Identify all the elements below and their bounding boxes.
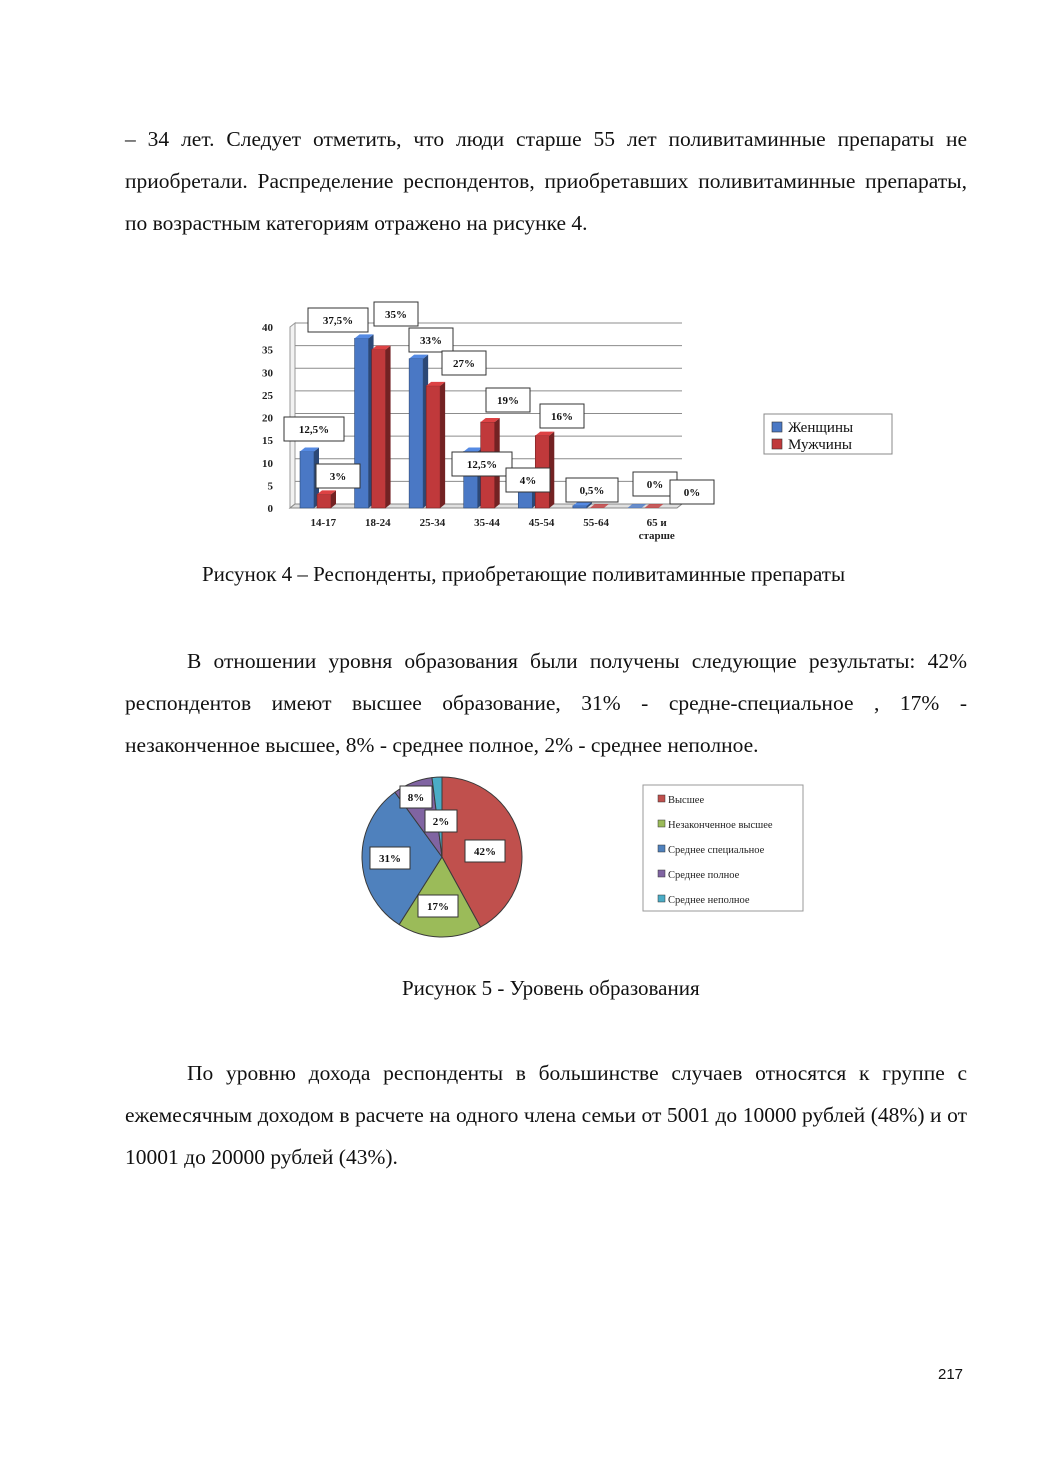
y-tick-label: 30 [262,367,273,380]
bar-women [573,506,587,508]
pie-legend-label: Высшее [668,795,705,806]
y-tick-label: 20 [262,412,273,425]
page-number: 217 [938,1366,964,1383]
bar-men [317,494,331,508]
legend-swatch [772,439,782,449]
paragraph-income: По уровню дохода респонденты в большинстве случаев относятся к группе с ежемесячным доходом в расчете на одного члена семьи от 5001 до 10000 рублей (48%) и от 10001 до 20000 рублей (43%). [125,1061,967,1169]
data-label: 4% [519,475,537,487]
bar-side [386,346,391,508]
legend-swatch [772,422,782,432]
pie-label: 8% [407,792,425,804]
x-tick-label: 25-34 [419,517,446,529]
pie-legend-swatch [658,820,665,827]
x-tick-label: 45-54 [528,517,555,529]
pie-label: 42% [474,846,496,858]
figure-5-pie-chart [350,770,820,945]
x-tick-label: старше [638,530,675,542]
figure-5-caption: Рисунок 5 - Уровень образования [402,976,700,1000]
x-tick-label: 18-24 [365,517,391,529]
x-tick-label: 55-64 [583,517,609,529]
data-label: 0,5% [579,485,605,497]
pie-label: 17% [427,901,449,913]
pie-label: 31% [379,853,401,865]
y-tick-label: 35 [262,344,273,357]
data-label: 0% [646,479,664,491]
side-wall [290,323,295,508]
pie-legend-swatch [658,870,665,877]
data-label: 12,5% [298,424,330,436]
legend-label: Женщины [788,420,854,436]
bar-women [300,451,314,508]
data-label: 37,5% [322,315,354,327]
data-label: 3% [329,471,347,483]
y-tick-label: 0 [267,503,273,515]
bar-women [518,490,532,508]
bar-men [372,350,386,508]
figure-4-caption: Рисунок 4 – Респонденты, приобретающие поливитаминные препараты [202,562,846,586]
pie-label: 2% [432,816,450,828]
data-label: 19% [497,395,519,407]
legend [764,414,892,454]
pie-legend-label: Среднее полное [668,870,740,881]
x-tick-label: 65 и [646,517,667,529]
legend-label: Мужчины [788,437,852,453]
pie-legend [643,785,803,911]
data-label: 12,5% [466,459,498,471]
data-label: 0% [683,487,701,499]
y-tick-label: 40 [262,322,273,334]
bar-women [409,359,423,508]
pie-legend-swatch [658,795,665,802]
data-label: 35% [385,309,407,321]
y-tick-label: 10 [262,457,273,470]
data-label: 27% [453,358,475,370]
pie-legend-swatch [658,895,665,902]
pie-legend-label: Среднее неполное [668,895,750,906]
y-tick-label: 5 [267,480,273,493]
paragraph-education: В отношении уровня образования были получены следующие результаты: 42% респондентов имеют высшее образование, 31% - средне-специальное , 17% - незаконченное высшее, 8% - среднее полное, 2% - среднее неполное. [125,649,967,757]
x-tick-label: 14-17 [310,517,337,529]
bar-side [440,382,445,508]
pie-legend-swatch [658,845,665,852]
y-tick-label: 15 [262,435,273,448]
figure-4-bar-chart [250,296,910,548]
data-label: 33% [420,335,442,347]
paragraph-intro: – 34 лет. Следует отметить, что люди старше 55 лет поливитаминные препараты не приобретали. Распределение респондентов, приобретавших поливитаминные препараты, по возрастным категориям отражено на рисунке 4. [125,127,967,235]
pie-legend-label: Незаконченное высшее [668,820,773,831]
pie-legend-label: Среднее специальное [668,845,765,856]
data-label: 16% [551,411,573,423]
y-tick-label: 25 [262,389,273,402]
x-tick-label: 35-44 [474,517,500,529]
bar-men [426,386,440,508]
